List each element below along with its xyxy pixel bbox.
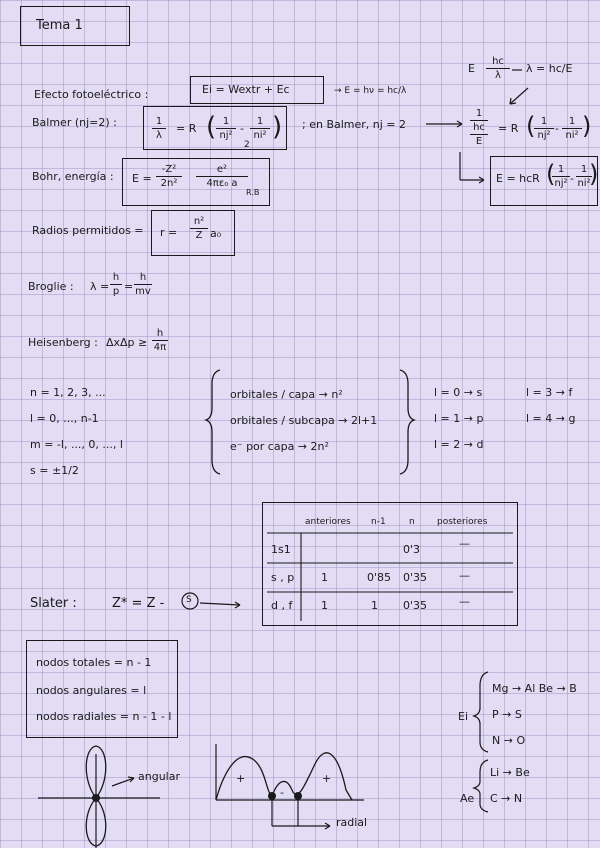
slater-row-label: 1s1	[271, 543, 291, 556]
orbitals-per-subshell: orbitales / subcapa → 2l+1	[230, 414, 378, 427]
energy-num: hc	[492, 56, 504, 67]
paren-open: (	[206, 112, 217, 142]
paren-close: )	[272, 112, 283, 142]
heisenberg-den: 4π	[153, 342, 167, 353]
broglie-num1: h	[112, 272, 120, 283]
quantum-n: n = 1, 2, 3, ...	[30, 386, 106, 399]
balmer-note: ; en Balmer, nj = 2	[302, 118, 407, 131]
bohr-result-t1-den: nj²	[554, 178, 568, 189]
slater-cell: 0'35	[403, 599, 428, 612]
bohr-den: 2n²	[160, 178, 178, 189]
l2: l = 2 → d	[434, 438, 484, 451]
broglie-label: Broglie :	[28, 280, 74, 293]
slater-cell: 1	[371, 599, 378, 612]
minus-sign: -	[240, 122, 244, 135]
equals-sign: =	[124, 280, 134, 293]
photo-arrow-text: → E = hν = hc/λ	[334, 86, 407, 96]
balmer-right-e: E	[475, 136, 483, 147]
ei-c: N → O	[492, 734, 526, 747]
quantum-m: m = -l, ..., 0, ..., l	[30, 438, 123, 451]
radial-label: radial	[336, 816, 368, 829]
radius-den: Z	[195, 230, 203, 241]
bohr-result-t1-num: 1	[557, 164, 565, 175]
nodes-total: nodos totales = n - 1	[36, 656, 152, 669]
radius-num: n²	[193, 216, 205, 227]
angular-label: angular	[138, 770, 180, 783]
slater-cell: 1	[321, 571, 328, 584]
page-title: Tema 1	[36, 18, 83, 33]
slater-cell: —	[459, 569, 470, 582]
balmer-label: Balmer (nj=2) :	[32, 116, 117, 129]
bohr-result: E = hcR	[496, 172, 540, 185]
bohr-label: Bohr, energía :	[32, 170, 114, 183]
electrons-per-shell: e⁻ por capa → 2n²	[230, 440, 329, 453]
quantum-l: l = 0, ..., n-1	[30, 412, 99, 425]
balmer-right-r: = R	[498, 122, 519, 135]
minus-sign: -	[555, 122, 559, 135]
slater-header-3: posteriores	[437, 517, 488, 527]
balmer-right-t1-num: 1	[540, 116, 548, 127]
quantum-s: s = ±1/2	[30, 464, 79, 477]
heisenberg-num: h	[156, 328, 164, 339]
balmer-t1-den: nj²	[219, 130, 233, 141]
l1: l = 1 → p	[434, 412, 484, 425]
slater-header-1: n-1	[371, 517, 386, 527]
heisenberg-label: Heisenberg :	[28, 336, 98, 349]
slater-expr: Z* = Z -	[112, 596, 165, 611]
slater-cell: 0'3	[403, 543, 421, 556]
energy-e: E	[468, 62, 475, 75]
slater-cell: —	[459, 537, 470, 550]
energy-den: λ	[495, 70, 501, 81]
broglie-den2: mv	[135, 286, 151, 297]
slater-cell: 0'85	[367, 571, 392, 584]
paren-open: (	[546, 160, 556, 188]
balmer-t2-den: ni²	[253, 130, 267, 141]
ae-a: Li → Be	[490, 766, 530, 779]
l4: l = 4 → g	[526, 412, 576, 425]
l0: l = 0 → s	[434, 386, 483, 399]
ae-label: Ae	[460, 792, 475, 805]
broglie-den1: p	[112, 286, 120, 297]
balmer-lhs-num: 1	[155, 116, 163, 127]
ei-a: Mg → Al Be → B	[492, 682, 577, 695]
radius-a0: a₀	[210, 227, 222, 240]
radius-r: r =	[160, 226, 178, 239]
bohr-result-t2-den: ni²	[577, 178, 591, 189]
nodes-angular: nodos angulares = l	[36, 684, 147, 697]
balmer-right-t2-num: 1	[568, 116, 576, 127]
broglie-lambda: λ =	[90, 280, 110, 293]
bohr-num: -Z²	[161, 164, 177, 175]
l3: l = 3 → f	[526, 386, 573, 399]
radial-minus: -	[280, 786, 284, 799]
paren-close: )	[582, 112, 592, 140]
slater-cell: —	[459, 595, 470, 608]
slater-cell: 1	[321, 599, 328, 612]
slater-header-0: anteriores	[305, 517, 351, 527]
ae-b: C → N	[490, 792, 523, 805]
orbitals-per-shell: orbitales / capa → n²	[230, 388, 343, 401]
paren-open: (	[526, 112, 536, 140]
radial-plus1: +	[236, 772, 246, 785]
balmer-r: = R	[176, 122, 197, 135]
slater-label: Slater :	[30, 596, 77, 611]
balmer-right-hc: hc	[473, 122, 485, 133]
slater-row-label: d , f	[271, 599, 293, 612]
bohr-den2: 4πε₀ a	[206, 178, 238, 189]
slater-cell: 0'35	[403, 571, 428, 584]
bohr-num2: e²	[216, 164, 228, 175]
paren-close: )	[589, 160, 599, 188]
balmer-right-num: 1	[475, 108, 483, 119]
minus-sign: -	[570, 172, 574, 185]
balmer-sub: 2	[244, 140, 250, 150]
heisenberg-expr: ΔxΔp ≥	[106, 336, 148, 349]
slater-row-label: s , p	[271, 571, 295, 584]
radius-label: Radios permitidos =	[32, 224, 144, 237]
balmer-t1-num: 1	[222, 116, 230, 127]
balmer-t2-num: 1	[256, 116, 264, 127]
slater-s: S	[186, 595, 192, 605]
ei-b: P → S	[492, 708, 522, 721]
photo-formula: Ei = Wextr + Ec	[202, 83, 290, 96]
bohr-sub: R.B	[246, 188, 260, 197]
ei-label: Ei	[458, 710, 469, 723]
balmer-right-t1-den: nj²	[537, 130, 551, 141]
balmer-lhs-den: λ	[156, 130, 162, 141]
lambda-relation: λ = hc/E	[526, 62, 573, 75]
slater-header-2: n	[409, 517, 415, 527]
balmer-right-t2-den: ni²	[565, 130, 579, 141]
bohr-e: E =	[132, 172, 152, 185]
broglie-num2: h	[139, 272, 147, 283]
photo-label: Efecto fotoeléctrico :	[34, 88, 149, 101]
radial-plus2: +	[322, 772, 332, 785]
bohr-result-t2-num: 1	[580, 164, 588, 175]
nodes-radial: nodos radiales = n - 1 - l	[36, 710, 172, 723]
